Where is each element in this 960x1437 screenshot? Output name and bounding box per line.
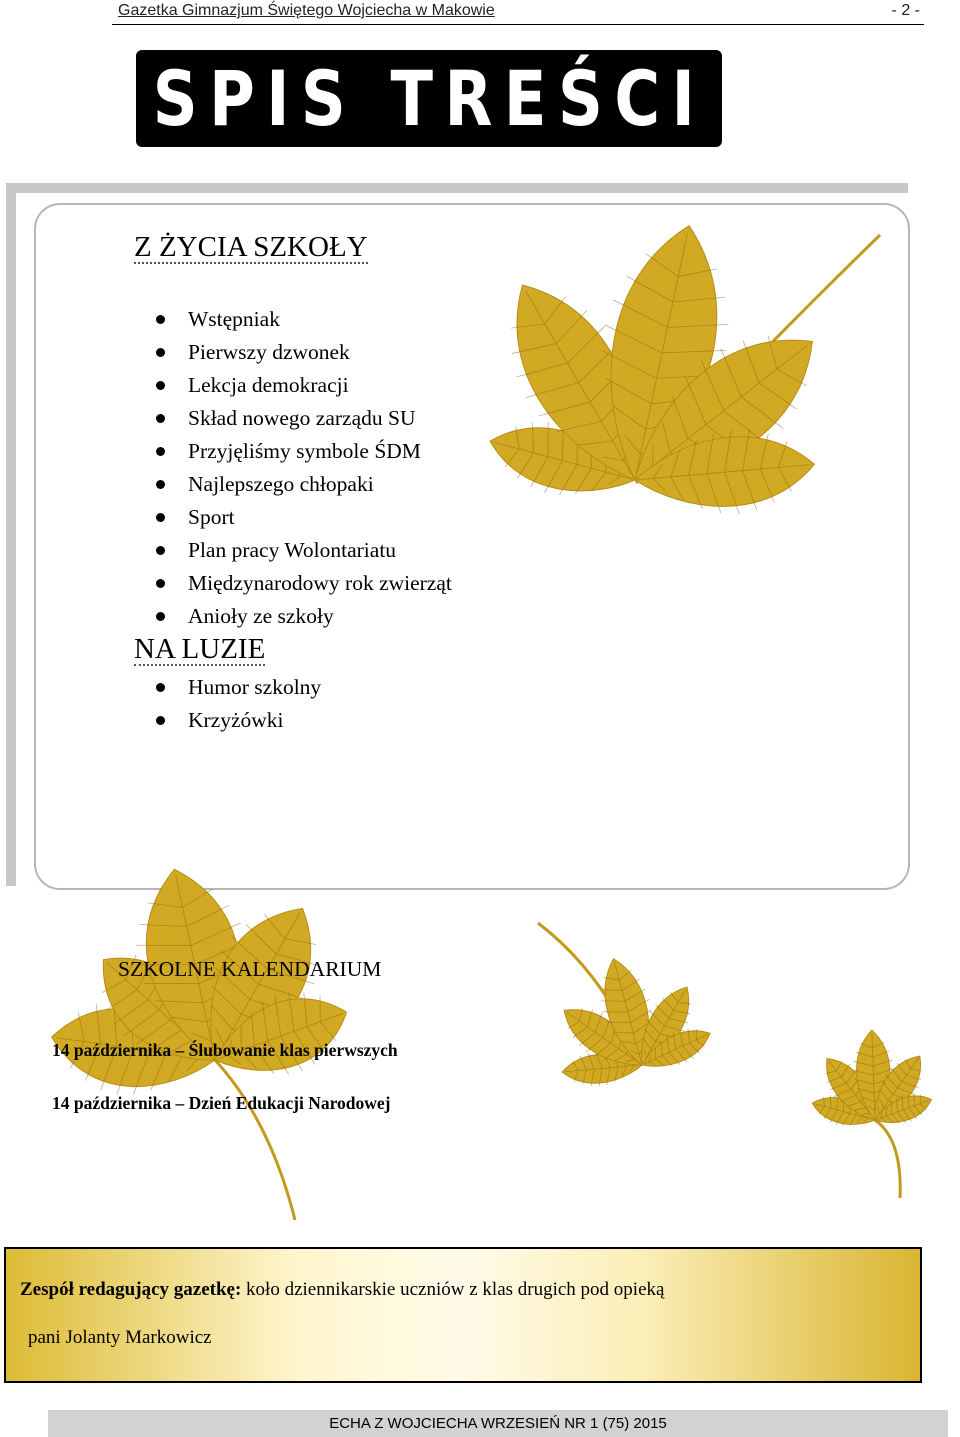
box-shadow-left: [6, 183, 16, 886]
list-item[interactable]: Anioły ze szkoły: [150, 600, 452, 633]
table-of-contents-banner: [136, 50, 722, 147]
chestnut-leaf-icon: [790, 1000, 960, 1200]
chestnut-leaf-icon: [0, 890, 340, 1240]
section-title-school-life: Z ŻYCIA SZKOŁY: [134, 231, 368, 263]
calendar-event: 14 października – Ślubowanie klas pierwszych: [52, 1040, 398, 1060]
box-shadow-top: [6, 183, 908, 193]
list-item[interactable]: Krzyżówki: [150, 704, 321, 737]
editorial-supervisor: pani Jolanty Markowicz: [28, 1327, 212, 1348]
relax-list: [150, 671, 321, 737]
page-number: - 2 -: [891, 2, 920, 19]
list-item[interactable]: Pierwszy dzwonek: [150, 336, 452, 369]
chestnut-leaf-icon: [440, 215, 860, 745]
section-title-relax: NA LUZIE: [134, 633, 266, 665]
list-item[interactable]: Humor szkolny: [150, 671, 321, 704]
list-item[interactable]: Sport: [150, 501, 452, 534]
list-item[interactable]: Skład nowego zarządu SU: [150, 402, 452, 435]
editorial-team-box: [4, 1247, 922, 1383]
list-item[interactable]: Wstępniak: [150, 303, 452, 336]
editorial-label: Zespół redagujący gazetkę:: [20, 1279, 242, 1300]
calendar-title: SZKOLNE KALENDARIUM: [118, 957, 382, 981]
list-item[interactable]: Lekcja demokracji: [150, 369, 452, 402]
chestnut-leaf-icon: [530, 915, 730, 1155]
editorial-team-line: [20, 1279, 664, 1301]
issue-footer: ECHA Z WOJCIECHA WRZESIEŃ NR 1 (75) 2015: [48, 1410, 948, 1437]
banner-text: SPIS TREŚCI: [152, 54, 706, 143]
newspaper-title: Gazetka Gimnazjum Świętego Wojciecha w Makowie: [118, 2, 495, 19]
list-item[interactable]: Przyjęliśmy symbole ŚDM: [150, 435, 452, 468]
editorial-text: koło dziennikarskie uczniów z klas drugich pod opieką: [246, 1279, 665, 1300]
list-item[interactable]: Najlepszego chłopaki: [150, 468, 452, 501]
calendar-event: 14 października – Dzień Edukacji Narodowej: [52, 1093, 391, 1113]
school-life-list: [150, 303, 452, 633]
page-header: [112, 0, 924, 25]
list-item[interactable]: Plan pracy Wolontariatu: [150, 534, 452, 567]
list-item[interactable]: Międzynarodowy rok zwierząt: [150, 567, 452, 600]
